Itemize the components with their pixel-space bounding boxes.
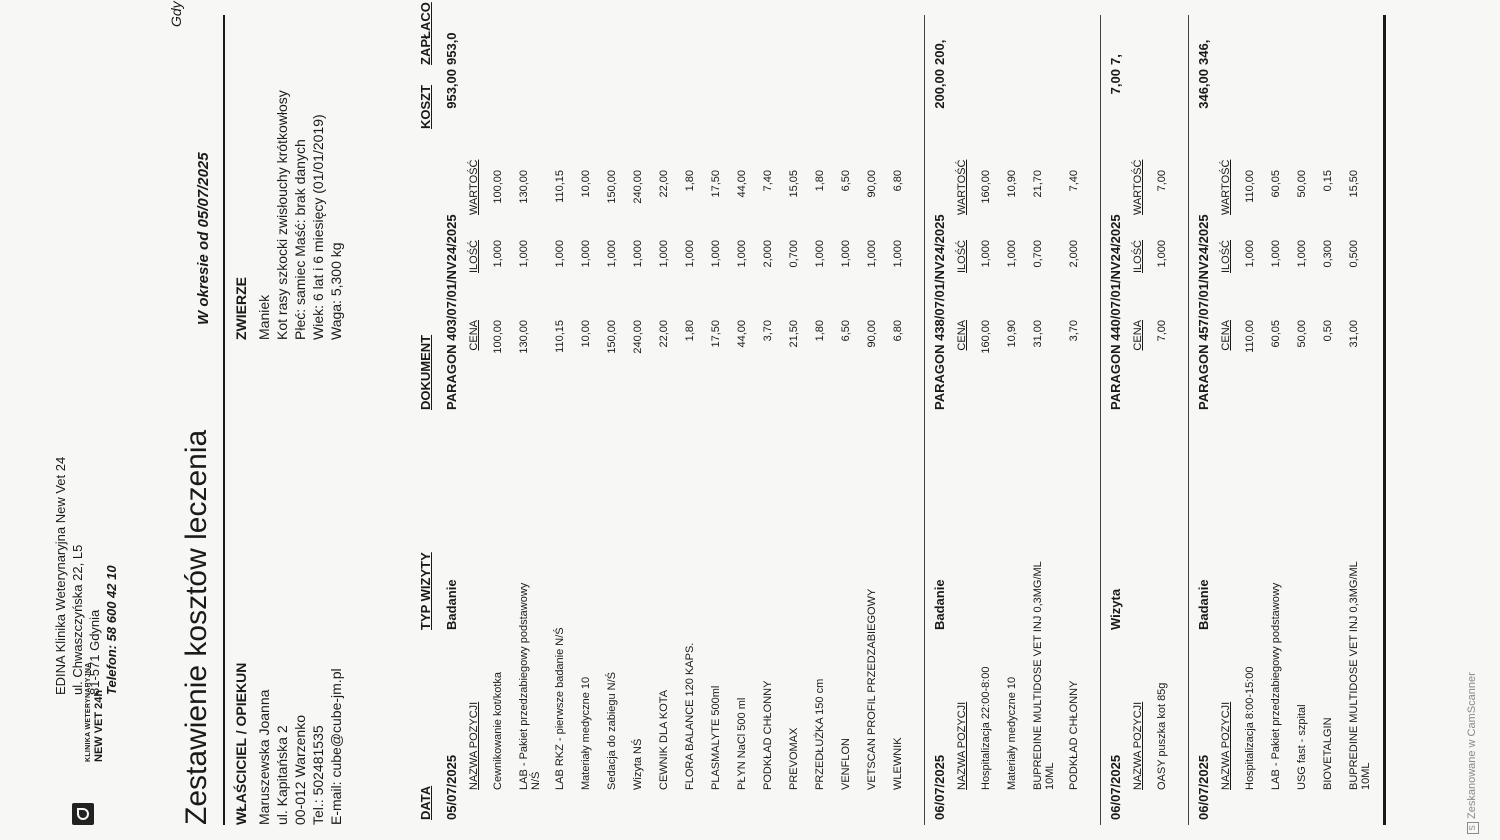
item-value: 6,80 xyxy=(892,170,904,192)
item-value: 160,00 xyxy=(980,170,992,204)
subcol-name: NAZWA POZYCJI xyxy=(1132,701,1144,790)
visit-separator xyxy=(924,15,925,825)
item-name: WLEWNIK xyxy=(892,737,904,790)
item-qty: 2,000 xyxy=(762,240,774,268)
clinic-phone: Telefon: 58 600 42 10 xyxy=(104,565,119,695)
col-paid: ZAPŁACO xyxy=(418,2,433,65)
item-price: 10,00 xyxy=(580,320,592,348)
subcol-value: WARTOŚĆ xyxy=(468,159,480,215)
period-label: W okresie od 05/07/2025 xyxy=(195,152,212,325)
item-value: 150,00 xyxy=(606,170,618,204)
subcol-qty: ILOŚĆ xyxy=(956,240,968,274)
col-cost: KOSZT xyxy=(418,84,433,129)
col-document: DOKUMENT xyxy=(418,334,433,410)
item-value: 10,90 xyxy=(1006,170,1018,198)
animal-line: Płeć: samiec Maść: brak danych xyxy=(292,139,308,340)
item-price: 10,90 xyxy=(1006,320,1018,348)
item-qty: 1,000 xyxy=(1296,240,1308,268)
scanner-watermark xyxy=(1466,612,1484,834)
item-name: Wizyta NŚ xyxy=(632,738,644,790)
item-qty: 1,000 xyxy=(1006,240,1018,268)
item-value: 10,00 xyxy=(580,170,592,198)
item-price: 3,70 xyxy=(762,320,774,342)
item-name: USG fast - szpital xyxy=(1296,704,1308,790)
page-title: Zestawienie kosztów leczenia xyxy=(180,429,213,825)
animal-line: Kot rasy szkocki zwisłouchy krótkowłosy xyxy=(274,90,290,340)
item-name-cont: 10ML xyxy=(1044,762,1056,790)
item-price: 3,70 xyxy=(1068,320,1080,342)
item-qty: 1,000 xyxy=(892,240,904,268)
item-name: LAB RKZ - pierwsze badanie N/Ś xyxy=(554,627,566,790)
item-qty: 0,700 xyxy=(1032,240,1044,268)
subcol-price: CENA xyxy=(956,320,968,351)
header-rule xyxy=(223,15,225,825)
visit-document: PARAGON 457/07/01/NV24/2025 xyxy=(1196,214,1211,410)
item-value: 15,05 xyxy=(788,170,800,198)
item-price: 7,00 xyxy=(1156,320,1168,342)
visit-document: PARAGON 403/07/01/NV24/2025 xyxy=(444,214,459,410)
item-value: 0,15 xyxy=(1322,170,1334,192)
item-price: 60,05 xyxy=(1270,320,1282,348)
item-value: 240,00 xyxy=(632,170,644,204)
subcol-qty: ILOŚĆ xyxy=(1132,240,1144,274)
place-label: Gdy xyxy=(168,1,184,27)
visit-type: Badanie xyxy=(1196,579,1211,630)
item-qty: 0,700 xyxy=(788,240,800,268)
item-price: 100,00 xyxy=(492,320,504,354)
visit-paid: 7, xyxy=(1108,54,1123,65)
item-price: 1,80 xyxy=(684,320,696,342)
item-price: 160,00 xyxy=(980,320,992,354)
col-type: TYP WIZYTY xyxy=(418,552,433,630)
item-name: PŁYN NaCl 500 ml xyxy=(736,697,748,790)
visit-type: Wizyta xyxy=(1108,588,1123,630)
item-price: 130,00 xyxy=(518,320,530,354)
item-value: 21,70 xyxy=(1032,170,1044,198)
item-name: PODKŁAD CHŁONNY xyxy=(762,680,774,790)
item-name: Materiały medyczne 10 xyxy=(1006,676,1018,790)
subcol-price: CENA xyxy=(1132,320,1144,351)
clinic-name: EDINA Klinika Weterynaryjna New Vet 24 xyxy=(53,456,68,695)
item-qty: 1,000 xyxy=(710,240,722,268)
item-qty: 1,000 xyxy=(840,240,852,268)
item-name: Hospitalizacja 8:00-15:00 xyxy=(1244,666,1256,790)
item-value: 100,00 xyxy=(492,170,504,204)
item-name: LAB - Pakiet przedzabiegowy podstawowy xyxy=(518,582,530,790)
item-qty: 1,000 xyxy=(866,240,878,268)
subcol-price: CENA xyxy=(468,320,480,351)
item-name-cont: 10ML xyxy=(1360,762,1372,790)
col-date: DATA xyxy=(418,785,433,820)
item-price: 0,50 xyxy=(1322,320,1334,342)
subcol-name: NAZWA POZYCJI xyxy=(956,701,968,790)
item-qty: 1,000 xyxy=(1270,240,1282,268)
item-qty: 1,000 xyxy=(980,240,992,268)
item-value: 44,00 xyxy=(736,170,748,198)
item-price: 6,80 xyxy=(892,320,904,342)
item-qty: 2,000 xyxy=(1068,240,1080,268)
item-price: 110,00 xyxy=(1244,320,1256,353)
clinic-street: ul. Chwaszczyńska 22, L5 xyxy=(70,544,85,695)
visit-document: PARAGON 440/07/01/NV24/2025 xyxy=(1108,214,1123,410)
item-value: 7,00 xyxy=(1156,170,1168,192)
logo-caption: KLINIKA WETERYNARYJNA xyxy=(85,662,92,762)
owner-line: E-mail: cube@cube-jm.pl xyxy=(328,668,344,825)
subcol-value: WARTOŚĆ xyxy=(1132,159,1144,215)
item-name: PRZEDŁUŻKA 150 cm xyxy=(814,678,826,790)
item-qty: 1,000 xyxy=(814,240,826,268)
item-name: PREVOMAX xyxy=(788,727,800,790)
item-qty: 1,000 xyxy=(554,240,566,268)
item-value: 110,00 xyxy=(1244,170,1256,203)
item-qty: 1,000 xyxy=(580,240,592,268)
item-value: 90,00 xyxy=(866,170,878,198)
item-name: LAB - Pakiet przedzabiegowy podstawowy xyxy=(1270,582,1282,790)
item-name: CEWNIK DLA KOTA xyxy=(658,689,670,790)
item-value: 110,15 xyxy=(554,170,566,203)
item-price: 21,50 xyxy=(788,320,800,348)
item-price: 1,80 xyxy=(814,320,826,342)
item-price: 90,00 xyxy=(866,320,878,348)
visit-cost: 200,00 xyxy=(932,69,947,109)
scanner-text: Zeskanowane w CamScanner xyxy=(1466,672,1478,819)
visit-date: 05/07/2025 xyxy=(444,754,459,820)
item-qty: 1,000 xyxy=(736,240,748,268)
item-value: 15,50 xyxy=(1348,170,1360,198)
item-price: 110,15 xyxy=(554,320,566,353)
item-value: 7,40 xyxy=(762,170,774,192)
item-qty: 0,500 xyxy=(1348,240,1360,268)
item-value: 1,80 xyxy=(814,170,826,192)
item-qty: 1,000 xyxy=(1244,240,1256,268)
item-qty: 1,000 xyxy=(518,240,530,268)
camscanner-icon: S xyxy=(1467,822,1479,834)
item-name-cont: N/Ś xyxy=(530,771,542,790)
animal-line: Wiek: 6 lat i 6 miesięcy (01/01/2019) xyxy=(310,114,326,340)
visit-type: Badanie xyxy=(444,579,459,630)
visit-type: Badanie xyxy=(932,579,947,630)
item-price: 44,00 xyxy=(736,320,748,348)
visit-date: 06/07/2025 xyxy=(1196,754,1211,820)
visit-paid: 200, xyxy=(932,39,947,65)
item-price: 22,00 xyxy=(658,320,670,348)
item-qty: 1,000 xyxy=(658,240,670,268)
item-price: 31,00 xyxy=(1032,320,1044,348)
item-name: VENFLON xyxy=(840,738,852,790)
visit-paid: 953,0 xyxy=(444,32,459,65)
item-name: Cewnikowanie kot/kotka xyxy=(492,671,504,790)
owner-line: Maruszewska Joanna xyxy=(256,689,272,825)
item-qty: 0,300 xyxy=(1322,240,1334,268)
owner-line: 00-012 Warzenko xyxy=(292,715,308,825)
animal-line: Waga: 5,300 kg xyxy=(328,242,344,340)
item-name: Materiały medyczne 10 xyxy=(580,676,592,790)
owner-line: Tel.: 502481535 xyxy=(310,725,326,825)
subcol-qty: ILOŚĆ xyxy=(468,240,480,274)
item-price: 17,50 xyxy=(710,320,722,348)
item-value: 60,05 xyxy=(1270,170,1282,198)
item-price: 150,00 xyxy=(606,320,618,354)
item-name: Hospitalizacja 22:00-8:00 xyxy=(980,666,992,790)
visit-date: 06/07/2025 xyxy=(932,754,947,820)
item-price: 6,50 xyxy=(840,320,852,342)
item-name: OASY puszka kot 85g xyxy=(1156,682,1168,790)
subcol-value: WARTOŚĆ xyxy=(1220,159,1232,215)
visit-cost: 953,00 xyxy=(444,69,459,109)
animal-line: Maniek xyxy=(256,294,272,340)
item-value: 1,80 xyxy=(684,170,696,192)
item-name: VETSCAN PROFIL PRZEDZABIEGOWY xyxy=(866,588,878,790)
clinic-city: 81-571 Gdynia xyxy=(87,609,102,695)
visit-cost: 346,00 xyxy=(1196,69,1211,109)
footer-rule xyxy=(1383,15,1386,825)
subcol-value: WARTOŚĆ xyxy=(956,159,968,215)
visit-date: 06/07/2025 xyxy=(1108,754,1123,820)
visit-paid: 346, xyxy=(1196,39,1211,65)
item-qty: 1,000 xyxy=(1156,240,1168,268)
item-value: 6,50 xyxy=(840,170,852,192)
subcol-qty: ILOŚĆ xyxy=(1220,240,1232,274)
owner-line: ul. Kapitańska 2 xyxy=(274,725,290,825)
item-value: 50,00 xyxy=(1296,170,1308,198)
item-price: 240,00 xyxy=(632,320,644,354)
item-value: 7,40 xyxy=(1068,170,1080,192)
item-value: 130,00 xyxy=(518,170,530,204)
item-price: 50,00 xyxy=(1296,320,1308,348)
item-value: 22,00 xyxy=(658,170,670,198)
item-value: 17,50 xyxy=(710,170,722,198)
owner-heading: WŁAŚCICIEL / OPIEKUN xyxy=(233,662,249,825)
logo-name: NEW VET 24h xyxy=(93,689,105,762)
visit-separator xyxy=(1100,15,1101,825)
item-qty: 1,000 xyxy=(606,240,618,268)
item-qty: 1,000 xyxy=(632,240,644,268)
item-name: PODKŁAD CHŁONNY xyxy=(1068,680,1080,790)
subcol-name: NAZWA POZYCJI xyxy=(1220,701,1232,790)
item-name: PLASMALYTE 500ml xyxy=(710,685,722,790)
item-price: 31,00 xyxy=(1348,320,1360,348)
item-name: BUPREDINE MULTIDOSE VET INJ 0,3MG/ML xyxy=(1348,561,1360,790)
visit-cost: 7,00 xyxy=(1108,69,1123,95)
item-qty: 1,000 xyxy=(492,240,504,268)
item-name: BIOVETALGIN xyxy=(1322,717,1334,790)
item-name: Sedacja do zabiegu N/Ś xyxy=(606,671,618,790)
subcol-name: NAZWA POZYCJI xyxy=(468,701,480,790)
subcol-price: CENA xyxy=(1220,320,1232,351)
visit-separator xyxy=(1188,15,1189,825)
animal-heading: ZWIERZE xyxy=(233,277,249,340)
visit-document: PARAGON 438/07/01/NV24/2025 xyxy=(932,214,947,410)
item-name: FLORA BALANCE 120 KAPS. xyxy=(684,642,696,790)
item-name: BUPREDINE MULTIDOSE VET INJ 0,3MG/ML xyxy=(1032,561,1044,790)
item-qty: 1,000 xyxy=(684,240,696,268)
clinic-logo-icon xyxy=(72,803,94,825)
